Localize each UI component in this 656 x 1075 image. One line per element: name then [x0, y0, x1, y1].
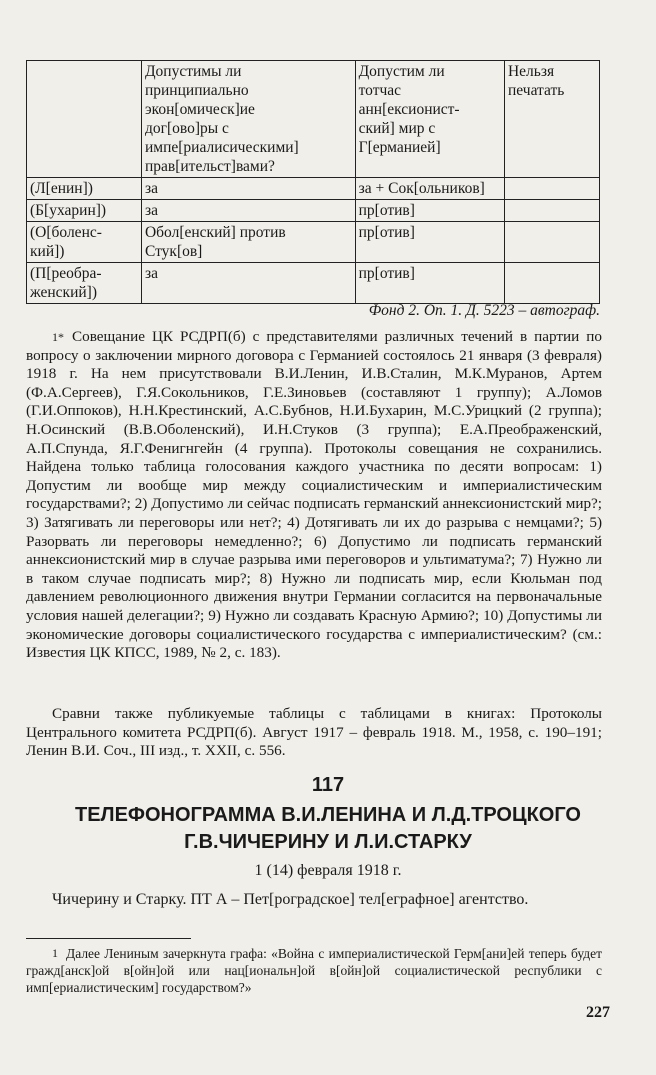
- table-row: [27, 222, 600, 263]
- note-marker: 1*: [52, 330, 64, 344]
- document-title: [0, 802, 656, 856]
- table-cell: (О[боленс- кий]): [27, 222, 142, 263]
- page-number: 227: [586, 1004, 610, 1021]
- table-cell: пр[отив]: [355, 222, 504, 263]
- note-text: Совещание ЦК РСДРП(б) с представителями различных течений в партии по вопросу о заключении мирного договора с Германией состоялось 21 января (3 февраля) 1918 г. На нем присутствовали В.И.Ленин, И.В.Сталин, М.К.Муранов, Артем (Ф.А.Сергеев), Г.Я.Сокольников, Г.Е.Зиновьев (составляют 1 группу); А.Ломов (Г.И.Оппоков), Н.Н.Крестинский, А.С.Бубнов, Н.И.Бухарин, М.С.Урицкий (2 группа); Н.Осинский (В.В.Оболенский), И.Н.Стуков (3 группа); Е.А.Преображенский, А.П.Спунда, Я.Г.Фенигнгейн (4 группа). Протоколы совещания не сохранились. Найдена только таблица голосования каждого участника по десяти вопросам: 1) Допустим ли вообще мир между социалистическим и империалистическим государствами?; 2) Допустимо ли сейчас подписать германский аннексионистский мир?; 3) Затягивать ли переговоры или нет?; 4) Дотягивать ли их до разрыва с немцами?; 5) Разорвать ли переговоры немедленно?; 6) Допустимо ли подписать германский аннексионистский мир в случае разрыва ими переговоров и ультиматума?; 7) Нужно ли в таком случае подписать мир?; 8) Нужно ли подписать мир, если Кюльман под давлением революционного движения внутри Германии согласится на первоначальные условия нашей делегации?; 9) Нужно ли создавать Красную Армию?; 10) Допустимы ли экономические договоры социалистического государства с империалистическим? (см.: Известия ЦК КПСС, 1989, № 2, с. 183).: [26, 328, 602, 662]
- table-cell: за: [141, 200, 355, 222]
- table-cell: (Б[ухарин]): [27, 200, 142, 222]
- table-cell: [504, 263, 599, 304]
- table-cell: (Л[енин]): [27, 178, 142, 200]
- table-row: [27, 200, 600, 222]
- table-header-cell: [27, 61, 142, 178]
- editorial-note: [26, 328, 602, 663]
- document-address: Чичерину и Старку. ПТ А – Пет[роградское] тел[еграфное] агентство.: [52, 891, 529, 908]
- table-cell: за + Сок[ольников]: [355, 178, 504, 200]
- footnote-text: Далее Лениным зачеркнута графа: «Война с империалистической Герм[ани]ей теперь будет гражд[анск]ой в[ойн]ой или нац[иональн]ой в[ойн]ой социалистической республики с имп[ериалистическим] государством?»: [26, 946, 602, 995]
- table-row: [27, 263, 600, 304]
- table-cell: за: [141, 263, 355, 304]
- archive-source: Фонд 2. Оп. 1. Д. 5223 – автограф.: [368, 302, 600, 319]
- table-header-cell: Допустим ли тотчас анн[ексионист- ский] мир с Г[ерманией]: [355, 61, 504, 178]
- table-cell: (П[реобра- женский]): [27, 263, 142, 304]
- footnote: [26, 945, 602, 996]
- document-date: 1 (14) февраля 1918 г.: [254, 862, 402, 879]
- table-header-cell: Допустимы ли принципиально экон[омическ]ие дог[ово]ры с импе[риалисическими] прав[ительст]вами?: [141, 61, 355, 178]
- table-cell: [504, 178, 599, 200]
- table-header-cell: Нельзя печатать: [504, 61, 599, 178]
- table-cell: за: [141, 178, 355, 200]
- editorial-note-continuation: Сравни также публикуемые таблицы с таблицами в книгах: Протоколы Центрального комитета РСДРП(б). Август 1917 – февраль 1918. М., 1958, с. 190–191; Ленин В.И. Соч., III изд., т. XXII, с. 556.: [26, 705, 602, 760]
- document-title-line: Г.В.ЧИЧЕРИНУ И Л.И.СТАРКУ: [184, 831, 472, 853]
- table-header-row: [27, 61, 600, 178]
- table-cell: пр[отив]: [355, 200, 504, 222]
- document-number: 117: [311, 774, 345, 796]
- table-row: [27, 178, 600, 200]
- footnote-divider: [26, 938, 191, 939]
- vote-table: [26, 60, 600, 304]
- footnote-marker: 1: [52, 946, 58, 960]
- table-cell: [504, 222, 599, 263]
- table-cell: пр[отив]: [355, 263, 504, 304]
- table-cell: [504, 200, 599, 222]
- document-title-line: ТЕЛЕФОНОГРАММА В.И.ЛЕНИНА И Л.Д.ТРОЦКОГО: [75, 804, 581, 826]
- table-cell: Обол[енский] против Стук[ов]: [141, 222, 355, 263]
